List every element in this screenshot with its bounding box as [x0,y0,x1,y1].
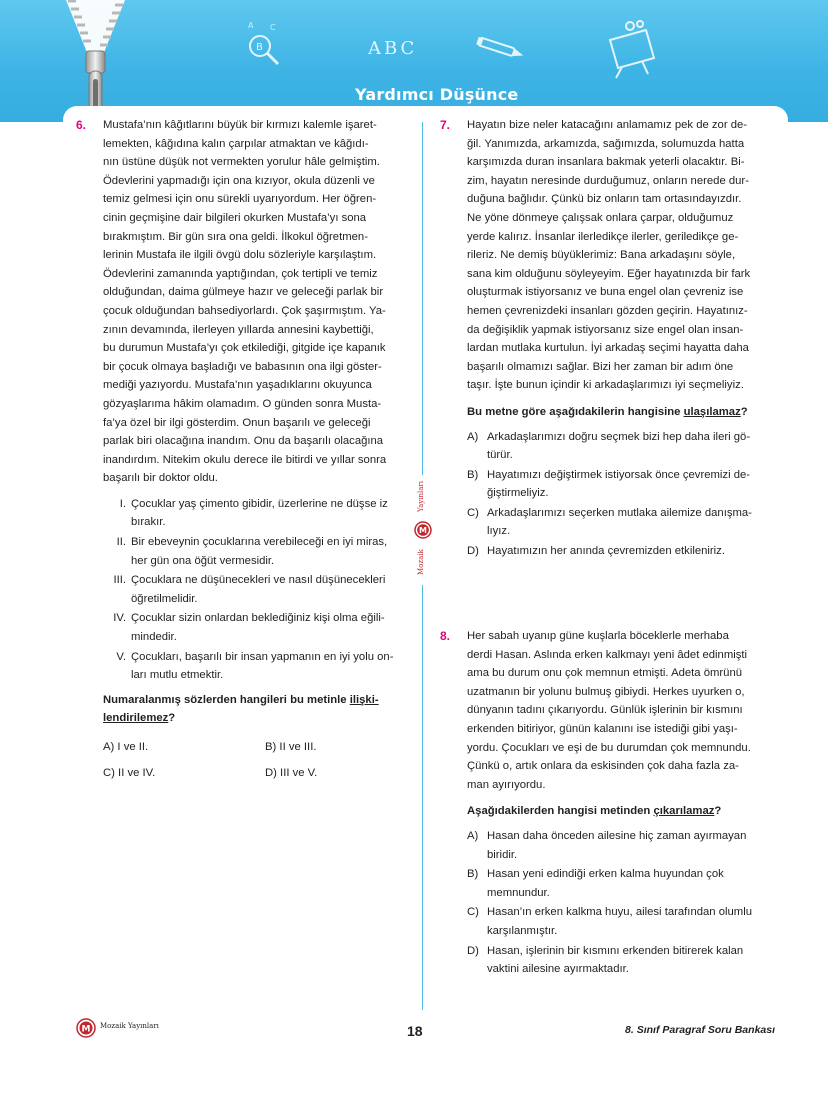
paragraph-line: karşımızda duran insanlara bakmak yeterli olacaktır. Bi- [467,156,745,169]
paragraph-line: parlak biri olacağına inandım. Onu da başarılı olacağına [103,435,384,448]
paragraph-line: olduğundan, daima gülmeye hazır ve geleceği parlak bir [103,286,384,299]
zipper-illustration [58,0,133,122]
paragraph-line: yerde kalırız. İnsanlar ilerledikçe ilerler, geriledikçe ge- [467,230,739,243]
question-8-prompt: Aşağıdakilerden hangisi metinden çıkarılamaz? [467,805,722,818]
paragraph-line: zim, hayatın neresinde durduğumuz, onların nerede dur- [467,174,749,187]
svg-text:M: M [419,526,427,536]
paragraph-line: Her sabah uyanıp güne kuşlarla böceklerle merhaba [467,630,729,642]
option-d[interactable]: D) Hayatımızın her anında çevremizden etkileniriz. [467,545,725,558]
choice-a[interactable]: A) I ve II. [103,741,149,753]
question-7-prompt: Bu metne göre aşağıdakilerin hangisine ulaşılamaz? [467,405,748,418]
paragraph-line: gözyaşlarıma hâkim olamadım. O günden sonra Musta- [103,397,382,410]
paragraph-line: bırakmıştım. Bir gün sıra ona geldi. İlkokul öğretmen- [103,230,368,243]
side-publisher-brand [412,475,434,585]
paragraph-line: Hayatın bize neler katacağını anlamamız pek de zor de- [467,119,748,131]
paragraph-line: ama bu durum onu çok memnun etmişti. Adeta ömrünü [467,667,743,680]
question-7-options [467,428,774,561]
paragraph-line: bu durumun Mustafa’yı çok etkilediği, gitgide içe kapanık [103,342,386,355]
footer-brand: Mozaik Yayınları [100,1022,159,1030]
paragraph-line: inandırdım. Nitekim okulu derece ile bitirdi ve yıllar sonra [103,453,387,466]
statement-list [103,495,410,685]
paragraph-line: bir çocuk olmaya başladığı ve babasının ona ilgi göster- [103,360,382,373]
paragraph-line: oluşturmak istiyorsanız ve buna engel olan çevreniz ise [467,286,744,299]
question-6-paragraph [103,116,410,728]
option-a[interactable]: A) Arkadaşlarımızı doğru seçmek bizi hep daha ileri gö- türür. [467,430,751,462]
paragraph-line: derdi Hasan. Aslında erken kalkmayı yeni âdet edinmişti [467,648,748,661]
section-title: Yardımcı Düşünce [355,85,519,104]
statement-item: IV. Çocuklar sizin onlardan beklediğiniz kişi olma eğili- mindedir. [113,612,385,644]
option-b[interactable]: B) Hasan yeni edindiği erken kalma huyundan çok memnundur. [467,868,724,899]
question-7 [440,116,774,561]
option-d[interactable]: D) Hasan, işlerinin bir kısmını erkenden bitirerek kalan vaktini ailesine ayırmaktadır. [467,944,744,976]
question-6-prompt: Numaralanmış sözlerden hangileri bu metinle ilişki- lendirilemez? [103,693,379,725]
statement-item: III. Çocuklara ne düşünecekleri ve nasıl düşünecekleri öğretilmelidir. [113,574,386,605]
paragraph-line: Ödevlerini yapmadığı için ona kızıyor, okula düzenli ve [103,174,375,187]
paragraph-line: yordu. Çocukları ve eşi de bu durumdan çok memnundu. [467,741,751,754]
option-c[interactable]: C) Hasan’ın erken kalkma huyu, ailesi tarafından olumlu karşılanmıştır. [467,906,752,937]
statement-item: I. Çocuklar yaş çimento gibidir, üzerlerine ne düşse iz bırakır. [119,497,388,529]
paragraph-line: Ne yöne dönmeye çalışsak onlara çarpar, olduğumuz [467,211,734,224]
paragraph-line: hemen çevrenizdeki insanları gözden geçirin. Hayatınız- [467,304,748,317]
paragraph-line: man ayırıyordu. [467,778,546,791]
paragraph-line: Mustafa’nın kâğıtlarını büyük bir kırmızı kalemle işaret- [103,119,377,131]
question-number: 8. [440,629,451,643]
question-number: 6. [76,118,87,132]
svg-text:B: B [256,42,263,53]
option-a[interactable]: A) Hasan daha önceden ailesine hiç zaman ayırmayan biridir. [467,829,747,861]
paragraph-line: cinin geçmişine dair bilgileri okurken Mustafa’yı sona [103,211,367,224]
paragraph-line: sana kim olduğunu söyleyeyim. Eğer hayatınızda bir fark [467,267,751,280]
svg-text:A: A [248,21,254,30]
page-number: 18 [407,1023,423,1039]
statement-item: V. Çocukları, başarılı bir insan yapmanın en iyi yolu on- ları mutlu etmektir. [116,650,394,682]
paragraph-line: fa’ya özel bir ilgi gösterdim. Onun başarılı ve geleceği [103,416,371,429]
choice-c[interactable]: C) II ve IV. [103,766,156,779]
paragraph-line: Ödevlerini zamanında yaptığından, çok tertipli ve temiz [103,267,378,280]
option-c[interactable]: C) Arkadaşlarımızı seçerken mutlaka ailemize danışma- lıyız. [467,506,752,538]
paragraph-line: ğil. Yanımızda, arkamızda, sağımızda, solumuzda hatta [467,137,745,150]
paragraph-line: lemekten, kâğıdına kalın çarpılar atmaktan ve kâğıdı- [103,137,369,150]
question-number: 7. [440,118,451,132]
paragraph-line: dünyanın tadını çıkarıyordu. Günlük işlerinin bir kısmını [467,704,743,717]
abc-doodle: ABC [368,38,418,59]
paragraph-line: da değişiklik yapmak istiyorsanız size engel olan insan- [467,323,744,336]
question-6 [76,116,410,782]
easel-doodle-icon [600,18,662,80]
paragraph-line: temiz gelmesi için onu sürekli uyarıyordum. Her öğren- [103,193,377,206]
question-7-paragraph [467,116,774,422]
paragraph-line: lerinin Mustafa ile ilgili övgü dolu sözleriyle karşılaştım. [103,249,377,262]
choice-d[interactable]: D) III ve V. [265,766,318,779]
question-8-paragraph [467,627,774,821]
pen-doodle-icon [470,34,530,64]
paragraph-line: nın üstüne düşük not vermekten yorulur hâle gelmiştim. [103,156,380,169]
svg-text:C: C [270,23,276,32]
paragraph-line: lardan mutlaka kurtulun. İyi arkadaş seçimi hayatta daha [467,342,749,355]
page-header [0,0,828,122]
option-b[interactable]: B) Hayatımızı değiştirmek istiyorsak önce çevremizi de- ğiştirmeliyiz. [467,468,751,500]
choice-b[interactable]: B) II ve III. [265,741,317,753]
paragraph-line: duğuna bağlıdır. Çünkü biz onların tam ortasındayızdır. [467,193,742,206]
side-brand-text-top: Yayınları [417,481,425,513]
paragraph-line: zının devamında, ilerleyen yıllarda annesini kaybettiği, [103,323,374,336]
publisher-logo-icon [414,521,432,539]
paragraph-line: rileriz. Ne demiş büyüklerimiz: Bana arkadaşını söyle, [467,249,736,262]
paragraph-line: başarılı olmamızı sağlar. Bizi her zaman bir adım öne [467,360,734,373]
paragraph-line: Çünkü o, artık onlara da eskisinden çok daha fazla za- [467,760,739,773]
paragraph-line: uzatmanın bir yolunu bulmuş gibiydi. Herkes uyurken o, [467,685,745,698]
paragraph-line: başarılı bir doktor oldu. [103,472,218,485]
question-6-choices [103,738,410,782]
paragraph-line: erkenden bitiriyor, günün kalanını ise istediği gibi yaşı- [467,722,738,735]
paragraph-line: çocuk olduğundan bahsediyorlardı. Çok şaşırmıştım. Ya- [103,304,386,317]
question-8 [440,627,774,979]
question-8-options [467,827,774,979]
statement-item: II. Bir ebeveynin çocuklarına verebileceği en iyi miras, her gün ona öğüt vermesidir. [116,536,388,567]
footer-logo-icon [76,1018,96,1038]
side-brand-text-bottom: Mozaik [417,549,425,575]
book-title: 8. Sınıf Paragraf Soru Bankası [625,1024,775,1036]
svg-text:M: M [81,1024,91,1035]
paragraph-line: mediği yazıyordu. Mustafa’nın yaşadıklarını okuyunca [103,379,372,392]
magnifier-doodle-icon [240,18,290,68]
paragraph-line: taşır. İşte bunun içindir ki arkadaşlarımızı iyi seçmeliyiz. [467,379,744,392]
